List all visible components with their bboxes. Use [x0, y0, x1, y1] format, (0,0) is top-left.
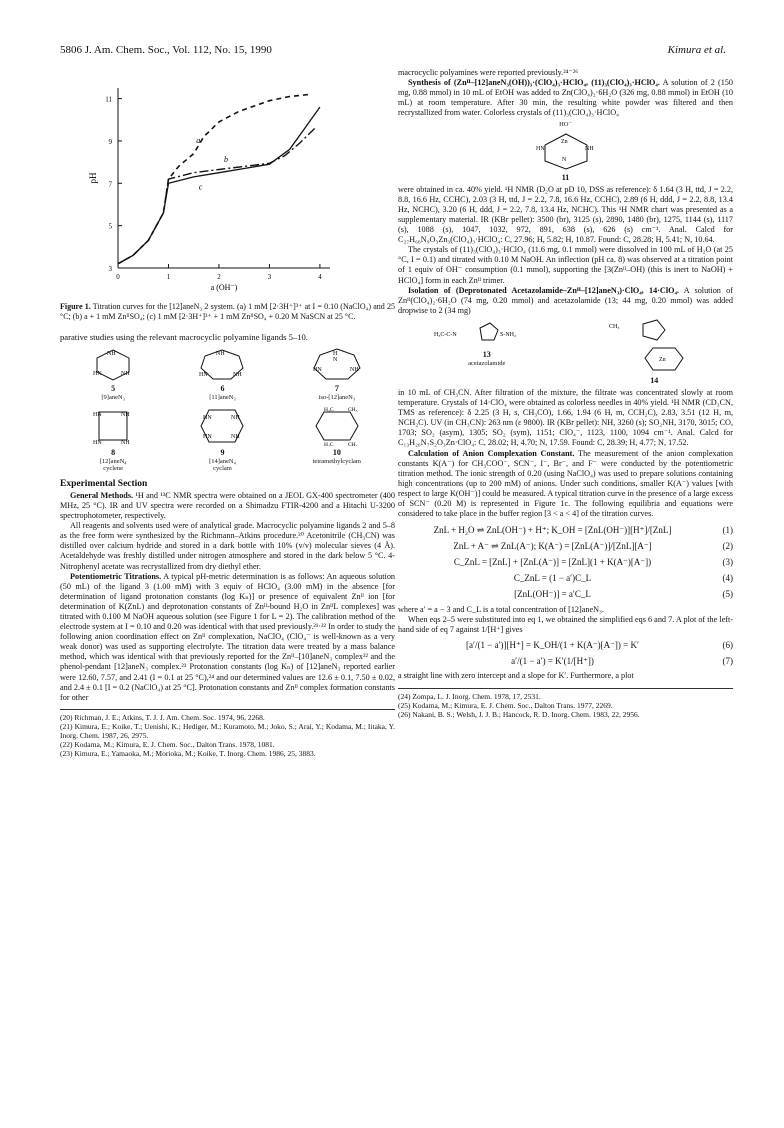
svg-text:CH₃: CH₃: [609, 323, 620, 330]
titration-chart: [60, 68, 395, 300]
svg-text:NH: NH: [231, 433, 241, 440]
compound-14-structure: [609, 318, 699, 374]
svg-text:NH: NH: [121, 371, 130, 378]
svg-text:HN: HN: [535, 145, 545, 152]
svg-text:H₃C: H₃C: [323, 441, 334, 446]
series-line-a: [118, 94, 310, 263]
curve-label-a: a: [196, 136, 201, 146]
section-title-experimental: Experimental Section: [60, 478, 148, 489]
y-tick-label: 3: [108, 265, 112, 273]
x-tick-label: 3: [267, 273, 272, 281]
y-tick-label: 11: [105, 95, 112, 104]
svg-text:HN: HN: [203, 433, 213, 440]
svg-text:HN: HN: [93, 411, 102, 418]
ligand-row-2: [60, 406, 395, 473]
intro-continued: parative studies using the relevant macrocyclic polyamine ligands 5–10.: [60, 332, 308, 342]
curve-label-c: c: [198, 182, 203, 192]
left-column: [60, 68, 395, 758]
reference-20: (20) Richman, J. E.; Atkins, T. J. J. Am. Chem. Soc. 1974, 96, 2268.: [60, 712, 265, 722]
svg-text:CH₃: CH₃: [347, 441, 358, 446]
svg-text:Zn: Zn: [659, 356, 666, 363]
ligand-6-structure: [197, 346, 247, 382]
svg-text:NH: NH: [216, 351, 226, 358]
compound-11: HO⁻ Zn HN NH N 11: [398, 120, 733, 182]
equation-4: C_ZnL = (1 − a′)C_L (4): [513, 573, 733, 584]
paragraph-titration-11: The crystals of (11)₃(ClO₄)₃·HClO₄ (11.6 mg, 0.1 mmol) were dissolved in 100 mL of H₂O (at 25 °C, I = 0.1) and titrated with 0.10 M NaOH. An inflection (pH ca. 8) was observed at a titration point of 1 equiv of OH⁻ consumption (0.1 mmol), supporting the [3(Znᴵᴵ–OH) (this is inert to NaOH) + HClO₄] form in each Znᴵᴵ trimer.: [398, 245, 733, 285]
ligand-10: H₃C CH₃ H₃C CH₃ 10 tetramethylcyclam: [310, 406, 364, 466]
equation-7: a′/(1 − a′) = K′(1/[H⁺]) (7): [511, 656, 733, 667]
svg-text:NH: NH: [107, 351, 116, 358]
curve-label-b: b: [224, 155, 228, 165]
svg-text:NH: NH: [121, 439, 130, 446]
x-tick-label: 1: [166, 273, 171, 281]
reference-24: (24) Zompa, L. J. Inorg. Chem. 1978, 17, 2531.: [398, 691, 541, 701]
figure-1: [60, 68, 395, 300]
paragraph-nmr-11: were obtained in ca. 40% yield. ¹H NMR (D₂O at pD 10, DSS as reference): δ 1.64 (3 H, ttd, J = 2.2, 8.8, 16.6 Hz, CCHC), 2.03 (3 H, ttd, J = 2.2, 7.8, 16.6 Hz, CCHC), 2.89 (6 H, ddd, J = 2.2, 8.8, 13.4 Hz, NCHC), 3.20 (6 H, ddd, J = 2.2, 7.8, 13.4 Hz, NCHC). This ¹H NMR chart was presented as a supplementary material. IR (KBr pellet): 3500 (br), 3125 (s), 2890, 1480 (br), 1275, 1144 (s), 1117 (s), 1088 (s), 1047, 1032, 972, 891, 638 (s), 626 (s) cm⁻¹. Anal. Calcd for C₂₇H₆₆N₉O₃Zn₃(ClO₄)₃·HClO₄: C, 27.96; H, 5.82; H, 10.87. Found: C, 28.28; H, 5.41; N, 10.64.: [398, 184, 733, 245]
svg-text:H₃C: H₃C: [323, 406, 334, 413]
svg-text:CH₃: CH₃: [347, 406, 358, 413]
svg-text:N: N: [561, 156, 566, 163]
y-axis-label: pH: [88, 172, 98, 184]
svg-text:HN: HN: [93, 371, 102, 378]
paragraph-straight-line: a straight line with zero intercept and a slope for K′. Furthermore, a plot: [398, 671, 634, 681]
y-tick-label: 9: [108, 137, 112, 146]
svg-text:H₃C-C-N: H₃C-C-N: [433, 331, 457, 338]
svg-text:S-NH₂: S-NH₂: [499, 331, 516, 338]
footnotes-left: [60, 709, 395, 758]
x-axis-label: a (OH⁻): [210, 283, 238, 292]
paragraph-anion-complexation: Calculation of Anion Complexation Constant. The measurement of the anion complexation constants K(A⁻) for CH₃COO⁻, SCN⁻, I⁻, Br⁻, and F⁻ were conducted by the potentiometric titration method. The ionic strength of 0.20 (using NaClO₄) was used to prepare solutions containing high concentrations (up to 200 mM) of anions. Under such conditions, smaller K(A⁻) values [with respect to large K(OH⁻)] could be measured. A typical titration curve in the presence of a large excess of SCN⁻ (0.20 M) is represented in Figure 1c. The following equilibria and equations were considered to take place in the buffer region [3 < a < 4] of the titration curves.: [398, 448, 733, 519]
footnotes-right: [398, 688, 733, 719]
x-tick-label: 0: [116, 273, 120, 281]
equation-block-1: [398, 522, 733, 602]
svg-text:HN: HN: [203, 414, 213, 421]
svg-text:N: N: [332, 357, 338, 364]
compounds-13-14: [398, 318, 733, 386]
running-header-citation: 5806 J. Am. Chem. Soc., Vol. 112, No. 15, 1990: [60, 44, 272, 56]
svg-text:HN: HN: [93, 439, 102, 446]
paragraph-synthesis: Synthesis of (Znᴵᴵ–[12]aneN₃(OH))₃·(ClO₄)₃·HClO₄, (11)₃(ClO₄)₃·HClO₄. A solution of 2 (150 mg, 0.88 mmol) in 10 mL of EtOH was added to Zn(ClO₄)₂·6H₂O (326 mg, 0.88 mmol) in EtOH (10 mL) at room temperature. After 30 min, the resulting white powder was filtered and then recrystallized from water. Colorless crystals of (11)₃(ClO₄)₃·HClO₄: [398, 78, 733, 118]
equation-6: [a′/(1 − a′)][H⁺] = K_OH/(1 + K(A⁻)[A⁻]) = K′ (6): [466, 640, 733, 651]
svg-text:H: H: [332, 351, 338, 358]
equation-3: C_ZnL = [ZnL] + [ZnL(A⁻)] = [ZnL](1 + K(A⁻)[A⁻]) (3): [453, 557, 733, 568]
equation-2: ZnL + A⁻ ⇌ ZnL(A⁻); K(A⁻) = [ZnL(A⁻)]/[ZnL][A⁻] (2): [453, 541, 733, 552]
compound-11-structure: [531, 131, 601, 171]
svg-text:NH: NH: [584, 145, 594, 152]
svg-text:NH: NH: [231, 414, 241, 421]
x-tick-label: 2: [217, 273, 221, 281]
ligand-9-structure: [197, 406, 247, 446]
paragraph-crystals-14: in 10 mL of CH₃CN. After filtration of the mixture, the filtrate was concentrated slowly at room temperature. Crystals of 14·ClO₄ were obtained as colorless needles in 40% yield. ¹H NMR (CD₃CN, TMS as reference): δ 2.25 (3 H, s, CH₃CO), 1.66, 1.94 (6 H, m, CCH₂C), 2.83, 3.51 (12 H, m, NCH₂C). UV (in CH₃CN): 263 nm (ε 9800). IR (KBr pellet): NH, 3260 (s); SO₂NH, 3170, 3015; CO, 1703; SO₂ (asym), 1305; SO₂ (sym), 1151; ClO₄⁻, 1123, 1100, 1094 cm⁻¹. Anal. Calcd for C₁₃H₂₆N₇S₂O₃Zn·ClO₄: C, 28.02; H, 4.70; N, 17.59. Found: C, 28.39; H, 4.77; N, 17.52.: [398, 387, 733, 448]
y-tick-label: 7: [108, 180, 112, 189]
figure-1-caption: Figure 1. Titration curves for the [12]aneN₃ 2 system. (a) 1 mM [2·3H⁺]³⁺ at I = 0.10 (NaClO₄) and 25 °C; (b) a + 1 mM ZnᴵᴵSO₄; (c) 1 mM [2·3H⁺]³⁺ + 1 mM ZnᴵᴵSO₄ + 0.20 M NaSCN at 25 °C.: [60, 302, 396, 321]
y-tick-label: 5: [108, 222, 112, 231]
paragraph-general-methods: General Methods. ¹H and ¹³C NMR spectra were obtained on a JEOL GX-400 spectrometer (400 MHz, 25 °C). IR and UV spectra were recorded on a Shimadzu FTIR-4200 and a Hitachi U-3200 spectrophotometer, respectively.: [60, 490, 395, 521]
svg-text:Zn: Zn: [560, 138, 568, 145]
svg-text:NH: NH: [349, 367, 359, 374]
paragraph-where: where a′ = a − 3 and C_L is a total concentration of [12]aneN₃.: [398, 605, 604, 615]
svg-text:HN: HN: [312, 367, 322, 374]
reference-23: (23) Kimura, E.; Yamaoka, M.; Morioka, M.; Koike, T. Inorg. Chem. 1986, 25, 3883.: [60, 748, 316, 758]
ligand-10-structure: [310, 406, 364, 446]
reference-26: (26) Nakani, B. S.; Welsh, J. J. B.; Hancock, R. D. Inorg. Chem. 1983, 22, 2956.: [398, 709, 640, 719]
equation-5: [ZnL(OH⁻)] = a′C_L (5): [514, 589, 733, 600]
paragraph-substitution: When eqs 2–5 were substituted into eq 1, we obtained the simplified eqs 6 and 7. A plot of the left-hand side of eq 7 against 1/[H⁺] gives: [398, 615, 733, 635]
ligand-5: NH NH HN 5 [9]aneN₃: [91, 346, 135, 402]
ligand-5-structure: [91, 346, 135, 382]
equation-block-2: [398, 637, 733, 669]
x-tick-label: 4: [318, 273, 322, 281]
reference-22: (22) Kodama, M.; Kimura, E. J. Chem. Soc., Dalton Trans. 1978, 1081.: [60, 739, 275, 749]
ligand-7-structure: [310, 346, 364, 382]
series-line-b: [118, 128, 315, 264]
compound-13: H₃C-C-N S-NH₂ 13 acetazolamide: [432, 318, 542, 368]
reference-21: (21) Kimura, E.; Koike, T.; Uenishi, K.; Hediger, M.; Kuramoto, M.; Joko, S.; Arai, Y.; Kodama, M.; Iitaka, Y. Inorg. Chem. 1987, 26, 2975.: [60, 721, 395, 740]
paragraph-right-intro: macrocyclic polyamines were reported previously.²⁴⁻²⁶: [398, 68, 579, 77]
paragraph-isolation: Isolation of (Deprotonated Acetazolamide–Znᴵᴵ–[12]aneN₃)·ClO₄, 14·ClO₄. A solution of Znᴵᴵ(ClO₄)₂·6H₂O (74 mg, 0.20 mmol) and acetazolamide (13; 44 mg, 0.20 mmol) was added dropwise to 2 (34 mg): [398, 285, 733, 315]
ligand-8: HN NH HN NH 8 [12]aneN₄ cyclene: [91, 406, 135, 473]
running-header-authors: Kimura et al.: [667, 44, 726, 56]
right-column: [398, 68, 733, 719]
ligand-7: H N NH HN 7 iso-[12]aneN₃: [310, 346, 364, 402]
reference-25: (25) Kodama, M.; Kimura, E. J. Chem. Soc., Dalton Trans. 1977, 2269.: [398, 700, 613, 710]
compound-13-structure: [432, 318, 542, 348]
svg-text:HN: HN: [199, 372, 209, 379]
ligand-row-1: [60, 346, 395, 402]
compound-14: CH₃ Zn 14: [609, 318, 699, 386]
ligand-9: HN NH HN NH 9 [14]aneN₄ cyclam: [197, 406, 247, 473]
svg-text:NH: NH: [121, 411, 130, 418]
ligand-8-structure: [91, 406, 135, 446]
series-line-c: [118, 107, 320, 264]
svg-text:NH: NH: [233, 372, 243, 379]
paragraph-potentiometric: Potentiometric Titrations. A typical pH-metric determination is as follows: An aqueous solution (50 mL) of the ligand 3 (1.00 mM) with 3 equiv of HClO₄ (3.00 mM) in the absence [for determination of ligand protonation constants (log Kₙ)] or presence of equivalent Znᴵᴵ ion [for determination of K(ZnL) and deprotonation constants of Znᴵᴵ-bound H₂O in ZnᴵᴵL complexes] was titrated with 0.100 M NaOH aqueous solution (see Figure 1 for L = 2). The calibration method of the electrode system at I = 0.10 and 0.20 was identical with that used previously.²¹·²² In order to study the following anion coordination effect on Znᴵᴵ complexation, NaClO₄ (ClO₄⁻ is well-known as a very weak donor) was used as supporting electrolyte. The titration data were treated by a mass balance method, which was identical with that previously reported for the Znᴵᴵ–[10]aneN₃ complex²² and the phenol-pendant [12]aneN₃ complex.²³ Protonation constants (log Kₙ) of [12]aneN₃ reported earlier were 12.60, 7.57, and 2.41 (I = 0.1 at 25 °C),²⁴ and our determined values are 12.6 ± 0.1, 7.50 ± 0.02, and 2.4 ± 0.1 [I = 0.2 (NaClO₄) at 25 °C]. Protonation constants and Znᴵᴵ complex formation constants for other: [60, 571, 396, 702]
paragraph-reagents: All reagents and solvents used were of analytical grade. Macrocyclic polyamine ligands 2 and 5–8 as the free form were synthesized by the Richmann–Atkins procedure.²⁰ Acetonitrile (CH₃CN) was distilled over calcium hydride and stored in a dark bottle with 10% (v/v) molecular sieves (4 Å). Acetaldehyde was freshly distilled under nitrogen atmosphere and stored in the dark below 5 °C. 4-Nitrophenyl acetate was recrystallized from dry diethyl ether.: [60, 521, 395, 571]
equation-1: ZnL + H₂O ⇌ ZnL(OH⁻) + H⁺; K_OH = [ZnL(OH⁻)][H⁺]/[ZnL] (1): [433, 525, 733, 536]
ligand-6: NH NH HN 6 [11]aneN₃: [197, 346, 247, 402]
